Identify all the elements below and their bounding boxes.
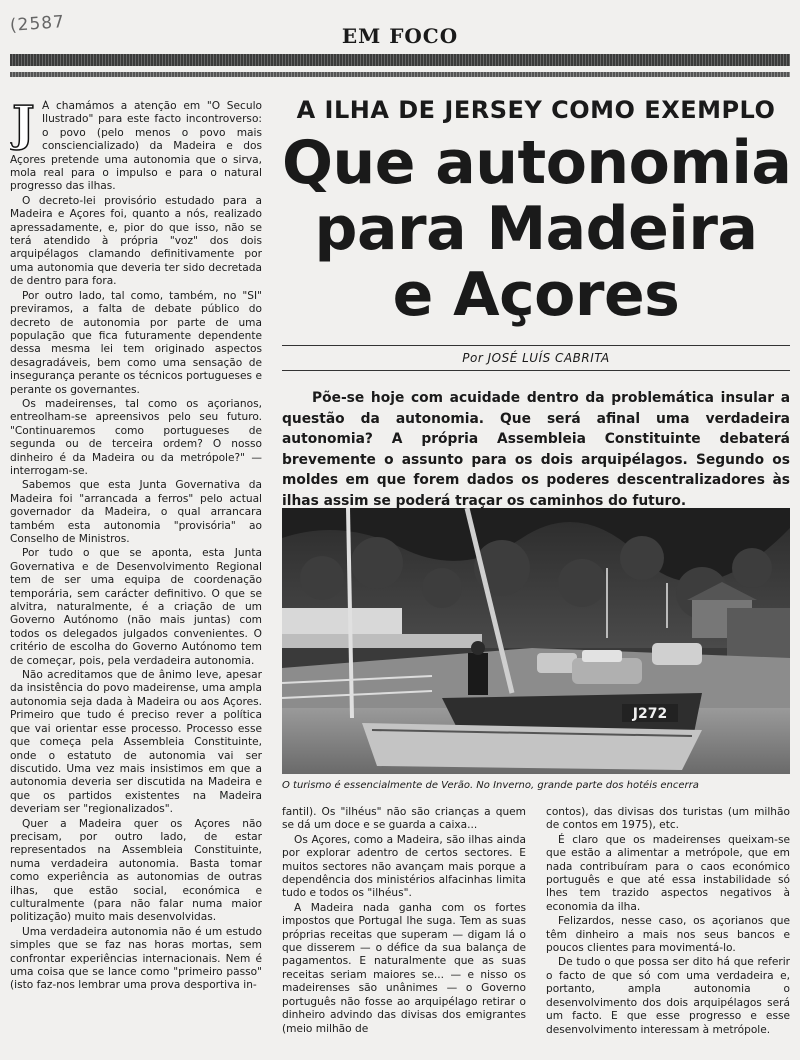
drop-cap: J [12,100,35,152]
photo-caption: O turismo é essencialmente de Verão. No Inverno, grande parte dos hotéis encerra [282,780,699,791]
article-paragraph: Os madeirenses, tal como os açorianos, entreolham-se apreensivos pelo seu futuro. "Continuaremos como portugueses de segunda ou de terceira ordem? O nosso dinheiro é da Madeira ou da metrópole?" — interrogam-se. [10,397,262,477]
header-rule-thick [10,54,790,66]
article-middle-column [282,806,526,1058]
article-left-column [10,100,262,1058]
article-paragraph: Sabemos que esta Junta Governativa da Madeira foi "arrancada a ferros" pelo actual governador da Madeira, o qual arrancara também esta autonomia "provisória" ao Conselho de Ministros. [10,479,262,545]
article-paragraph: Não acreditamos que de ânimo leve, apesar da insistência do povo madeirense, uma ampla autonomia seja dada à Madeira ou aos Açores. Primeiro que tudo é preciso rever a política que vai orientar esse processo. Processo esse que começa pela Assembleia Constituinte, onde o estatuto de autonomia vai ser discutido. Uma vez mais insistimos em que a autonomia deveria ser discutida na Madeira e que os partidos existentes na Madeira deveriam ser "regionalizados". [10,669,262,816]
article-paragraph: contos), das divisas dos turistas (um milhão de contos em 1975), etc. [546,806,790,832]
handwritten-margin-note: (2587 [9,12,66,36]
boat-registration-number: J272 [632,706,668,722]
article-paragraph: Os Açores, como a Madeira, são ilhas ainda por explorar adentro de certos sectores. E muitos sectores não avançam mais porque a dependência dos ministérios alfacinhas limita tudo e todos os "ilhéus". [282,833,526,900]
article-paragraph: A Madeira nada ganha com os fortes impostos que Portugal lhe suga. Tem as suas próprias receitas que superam — digam lá o que disserem — o défice da sua balança de pagamentos. E naturalmente que as suas receitas seriam maiores se... — e nisso os madeirenses são unânimes — o Governo português não fosse ao arquipélago retirar o dinheiro advindo das divisas dos emigrantes (meio milhão de [282,901,526,1035]
article-paragraph: O decreto-lei provisório estudado para a Madeira e Açores foi, quanto a nós, realizado apressadamente, e, pior do que isso, não se terá atendido à própria "voz" dos dois arquipélagos clamando definitivamente por uma autonomia que deveria ter sido decretada de dentro para fora. [10,194,262,288]
article-paragraph: fantil). Os "ilhéus" não são crianças a quem se dá um doce e se guarda a caixa... [282,806,526,832]
article-paragraph: De tudo o que possa ser dito há que referir o facto de que só com uma verdadeira e, portanto, ampla autonomia o desenvolvimento dos dois arquipélagos será um facto. E que esse progresso e esse desenvolvimento interessam à metrópole. [546,956,790,1036]
lead-paragraph: Põe-se hoje com acuidade dentro da problemática insular a questão da autonomia. Que será afinal uma verdadeira autonomia? A própria Assembleia Constituinte debaterá brevemente o assunto para os dois arquipélagos. Segundo os moldes em que forem dados os poderes descentralizadores às ilhas assim se poderá traçar os caminhos do futuro. [282,390,790,509]
headline-line-2: para Madeira [314,194,758,264]
article-paragraph: Uma verdadeira autonomia não é um estudo simples que se faz nas horas mortas, sem confrontar experiências internacionais. Nem é uma coisa que se lance como "primeiro passo" (isto faz-nos lembrar uma prova desportiva in- [10,925,262,992]
byline: Por JOSÉ LUÍS CABRITA [462,351,610,365]
byline-rule-top [282,345,790,346]
section-title: EM FOCO [341,24,459,48]
headline-line-1: Que autonomia [282,128,792,198]
headline-line-3: e Açores [392,260,680,330]
article-paragraph: É claro que os madeirenses queixam-se que estão a alimentar a metrópole, que em nada contribuíram para o caos económico português e que até essa instabilidade só lhes tem trazido aspectos negativos à economia da ilha. [546,833,790,913]
main-headline [282,130,790,328]
article-paragraph: Por outro lado, tal como, também, no "SI" previramos, a falta de debate público do decreto de autonomia por parte de uma população que fica futuramente dependente dessa mesma lei tem originado aspectos desagradáveis, bem como uma sensação de insegurança perante os técnicos portugueses e perante os governantes. [10,289,262,396]
kicker-headline: A ILHA DE JERSEY COMO EXEMPLO [296,96,776,124]
header-rule-thin [10,72,790,77]
harbour-photo [282,508,790,774]
article-paragraph: Por tudo o que se aponta, esta Junta Governativa e de Desenvolvimento Regional tem de ser uma equipa de coordenação temporária, sem carácter definitivo. O que se alvitra, naturalmente, é a criação de um Governo Autónomo (não mais juntas) com todos os delegados julgados convenientes. O critério de escolha do Governo Autónomo tem de começar, pois, pela verdadeira autonomia. [10,547,262,667]
article-paragraph: J Á chamámos a atenção em "O Seculo Ilustrado" para este facto incontroverso: o povo (pelo menos o povo mais consciencializado) da Madeira e dos Açores pretende uma autonomia que o sirva, mola real para o impulso e para o natural progresso das ilhas. [10,100,262,193]
article-paragraph: Quer a Madeira quer os Açores não precisam, por outro lado, de estar representados na Assembleia Constituinte, numa verdadeira autonomia. Basta tomar como experiência as autonomias de outras ilhas, que estão social, económica e culturalmente (para não falar numa maior politização) muito mais desenvolvidas. [10,817,262,924]
article-right-column [546,806,790,1058]
article-paragraph: Felizardos, nesse caso, os açorianos que têm dinheiro a mais nos seus bancos e poucos clientes para movimentá-lo. [546,915,790,955]
byline-rule-bottom [282,370,790,371]
